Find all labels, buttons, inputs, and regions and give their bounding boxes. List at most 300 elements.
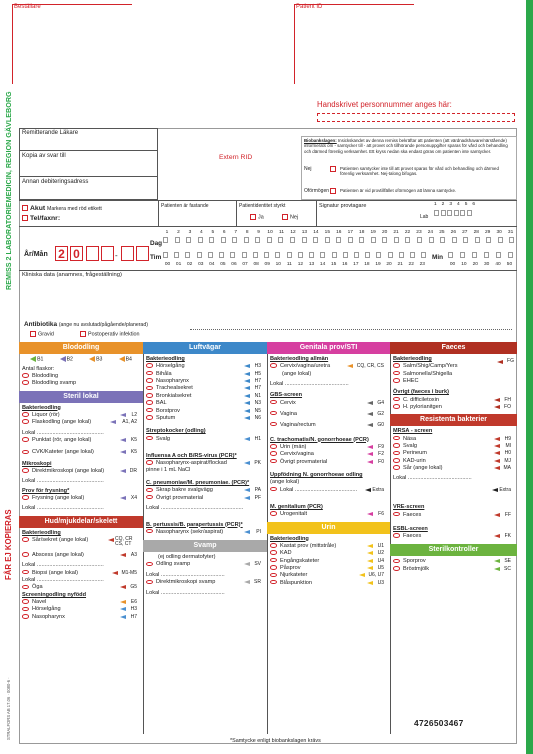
day-number: 3: [188, 230, 192, 235]
day-number: 26: [450, 230, 456, 235]
day-number: 27: [462, 230, 468, 235]
minute-number: 00: [449, 262, 456, 267]
svamp-note: (ej odling dermatofyter): [158, 554, 216, 561]
day-number: 13: [301, 230, 308, 235]
day-cell[interactable]: [371, 237, 376, 243]
hour-cell[interactable]: [264, 252, 269, 258]
screening-nyfodd-heading: Screeningodling nyfödd: [22, 591, 87, 598]
luft-item-option[interactable]: Nasopharynx H7: [146, 378, 264, 385]
steril-lokal-3[interactable]: Lokal ...........................................: [22, 505, 104, 512]
c-difficile-option[interactable]: C. difficiletoxin FH: [393, 397, 514, 404]
column-3: [267, 342, 390, 587]
lab-number: 2: [441, 202, 445, 207]
hour-number: 08: [253, 262, 259, 267]
day-cell[interactable]: [486, 237, 491, 243]
biobank-oformogen-label: Oförmögen: [304, 188, 330, 194]
hour-number: 13: [308, 262, 315, 267]
day-cells[interactable]: [163, 237, 515, 243]
mrsa-item-option[interactable]: Näsa H9: [393, 436, 514, 443]
right-color-strip: [526, 0, 533, 754]
hour-cell[interactable]: [410, 252, 415, 258]
hour-cell[interactable]: [253, 252, 258, 258]
day-cell[interactable]: [209, 237, 214, 243]
hour-number: 02: [186, 262, 193, 267]
luft-item-option[interactable]: Hörselgång H3: [146, 363, 264, 370]
day-cell[interactable]: [475, 237, 480, 243]
signatur-label: Signatur provtagare: [319, 203, 367, 209]
day-number: 10: [267, 230, 273, 235]
patient-id-label: Patient ID: [296, 4, 323, 10]
lab-numbers: [434, 202, 475, 216]
kliniska-input[interactable]: [22, 280, 512, 318]
hud-lokal-2[interactable]: Lokal ...........................................: [22, 577, 104, 584]
luft-item-option[interactable]: Bihåla H5: [146, 371, 264, 378]
remitterande-input[interactable]: [22, 140, 156, 149]
flaskodling-option[interactable]: Flaskodling (ange lokal) A1, A2: [22, 419, 140, 426]
day-number: 8: [245, 230, 249, 235]
hour-number: 01: [175, 262, 182, 267]
hour-number: 00: [164, 262, 171, 267]
svamp-lokal-1[interactable]: Lokal .........................................: [146, 571, 225, 578]
month-box-2[interactable]: [136, 246, 149, 261]
gonorre-lokal-option[interactable]: Lokal ........................................ Extra: [270, 487, 387, 494]
mgenitalium-heading: M. genitalium (PCR): [270, 503, 323, 510]
mrsa-extra[interactable]: Extra: [393, 487, 514, 494]
bottle-b1: B1: [30, 356, 43, 364]
month-box-1[interactable]: [121, 246, 134, 261]
biobank-nej-label: Nej: [304, 166, 312, 172]
mrsa-heading: MRSA - screen: [393, 428, 433, 435]
hour-number: 17: [353, 262, 359, 267]
day-number: 24: [427, 230, 434, 235]
luft-item-option[interactable]: Bronkialsekret N1: [146, 393, 264, 400]
day-number: 17: [347, 230, 353, 235]
hud-lokal-1[interactable]: Lokal ...........................................: [22, 562, 104, 569]
hour-cell[interactable]: [376, 252, 381, 258]
gravid-option: Gravid: [30, 331, 54, 337]
fastande-label: Patienten är fastande: [161, 203, 209, 209]
salmonella-shigella-option[interactable]: Salmonella/Shigella: [393, 371, 514, 378]
day-number: 19: [370, 230, 376, 235]
urogenitalt-option[interactable]: Urogenitalt F6: [270, 511, 387, 518]
luft-item-option[interactable]: Borstprov N5: [146, 408, 264, 415]
ovrigt-pneum-option[interactable]: Övrigt provmaterial PF: [146, 495, 264, 502]
hour-cell[interactable]: [242, 252, 247, 258]
frysning-heading: Prov för frysning*: [22, 487, 70, 494]
ovrigt-pcr-option[interactable]: Övrigt provmaterial F0: [270, 459, 387, 466]
akut-checkbox[interactable]: [22, 205, 28, 211]
gbs-vagina-rectum-option[interactable]: Vagina/rectum G0: [270, 422, 387, 433]
luft-item-option[interactable]: Trachealsekret H7: [146, 385, 264, 392]
ovrigt-faeces-heading: Övrigt (faeces i burk): [393, 389, 449, 396]
dag-label: Dag: [150, 240, 163, 247]
minute-number: 20: [472, 262, 478, 267]
pneumoniae-heading: C. pneumoniae/M. pneumoniae. (PCR)*: [146, 480, 250, 487]
hour-cells[interactable]: [163, 252, 427, 258]
faeces-bakt-heading: Bakterieodling: [393, 356, 432, 362]
frysning-option[interactable]: Frysning (ange lokal) X4: [22, 495, 140, 502]
mrsa-item-option[interactable]: Svalg MI: [393, 443, 514, 450]
day-cell[interactable]: [221, 237, 226, 243]
day-cell[interactable]: [348, 237, 353, 243]
brostmjolk-option[interactable]: Bröstmjölk SC: [393, 566, 514, 573]
annan-label: Annan debiteringsadress: [22, 179, 89, 185]
kopia-input[interactable]: [22, 162, 156, 174]
hour-cell[interactable]: [320, 252, 325, 258]
ehec-option[interactable]: EHEC: [393, 378, 514, 385]
hour-number: 19: [375, 262, 381, 267]
luft-item-option[interactable]: BAL N3: [146, 400, 264, 407]
hour-cell[interactable]: [174, 252, 179, 258]
day-number: 30: [496, 230, 502, 235]
lab-cell[interactable]: [460, 210, 465, 216]
day-number: 7: [234, 230, 238, 235]
annan-input[interactable]: [22, 186, 156, 198]
postop-checkbox[interactable]: [80, 331, 86, 337]
akut-row: Akut Markera med röd etikett: [22, 205, 102, 212]
day-cell[interactable]: [325, 237, 330, 243]
biobank-oformogen-checkbox[interactable]: [330, 188, 336, 194]
tel-checkbox[interactable]: [22, 215, 28, 221]
hour-number: 09: [264, 262, 270, 267]
day-cell[interactable]: [267, 237, 272, 243]
luft-item-option[interactable]: Sputum N6: [146, 415, 264, 422]
minute-cell[interactable]: [508, 252, 513, 258]
minute-number: 50: [506, 262, 513, 267]
identitet-ja-checkbox[interactable]: [250, 214, 256, 220]
minute-cells[interactable]: [448, 252, 514, 258]
day-cell[interactable]: [290, 237, 295, 243]
biobank-text: Biobankslagen: Insickskandet av denna remiss bekräftar att patienten (att värdnadshavare/närstående) informerats om - samtycker till - att provet och tillhörande personuppgifter sparas för vård och behandling och därmed förenlig verksamhet. Ett kryss nedan ska endast göras om patienten inte samtycker.: [304, 138, 508, 154]
day-cell[interactable]: [417, 237, 422, 243]
side-remiss-title: REMISS 2 LABORATORIEMEDICIN, REGION GÄVLEBORG: [4, 91, 13, 290]
antal-flaskor-label: Antal flaskor:: [22, 365, 55, 372]
column-1: [19, 342, 143, 621]
day-cell[interactable]: [394, 237, 399, 243]
lab-cell[interactable]: [454, 210, 459, 216]
hour-cell[interactable]: [298, 252, 303, 258]
navel-option[interactable]: Navel E6: [22, 599, 140, 606]
antibiotika-input[interactable]: [190, 329, 512, 330]
chlamydia-heading: C. trachomatis/N. gonorrhoeae (PCR): [270, 436, 369, 443]
esbl-faeces-option[interactable]: Faeces FK: [393, 533, 514, 540]
day-cell[interactable]: [244, 237, 249, 243]
hour-cell[interactable]: [208, 252, 213, 258]
hour-cell[interactable]: [230, 252, 235, 258]
handwritten-personnummer-field[interactable]: [317, 113, 515, 122]
h-pylori-option[interactable]: H. pylorianitgen FO: [393, 404, 514, 411]
hud-header: Hud/mjukdelar/skelett: [19, 516, 143, 528]
svalg-strep-option[interactable]: Svalg H1: [146, 436, 264, 443]
direkt-svamp-option[interactable]: Direktmikroskopi svamp SR: [146, 579, 264, 586]
minute-cell[interactable]: [484, 252, 489, 258]
faeces-header: Faeces: [390, 342, 517, 354]
urin-item-option[interactable]: Kastat prov (mittstråle) U1: [270, 543, 387, 550]
cervix-ange-lokal: (ange lokal): [282, 370, 312, 377]
sar-sekret-option[interactable]: Sår/sekret (ange lokal) CQ, CR CS, CT: [22, 537, 140, 547]
day-number: 29: [485, 230, 491, 235]
sporprov-option[interactable]: Sporprov SE: [393, 558, 514, 565]
blododling-svamp-option[interactable]: Blododling svamp: [22, 380, 140, 387]
lab-number: 4: [457, 202, 460, 207]
minute-cell[interactable]: [448, 252, 453, 258]
urin-man-option[interactable]: Urin (män) F9: [270, 444, 387, 451]
mrsa-lokal[interactable]: Lokal .........................................: [393, 474, 472, 481]
hour-number: 21: [397, 262, 403, 267]
identitet-label: Patientidentitet styrkt: [239, 203, 286, 209]
minute-cell[interactable]: [472, 252, 477, 258]
urin-item-option[interactable]: Påsprov U5: [270, 565, 387, 572]
year-box-3[interactable]: [86, 246, 99, 261]
day-cell[interactable]: [498, 237, 503, 243]
handwritten-label: Handskrivet personnummer anges här:: [317, 100, 452, 109]
cervix-vagina-pcr-option[interactable]: Cervix/vagina F2: [270, 451, 387, 458]
gbs-heading: GBS-screen: [270, 392, 303, 399]
day-cell[interactable]: [429, 237, 434, 243]
faeces-fg-code: FG: [507, 358, 514, 364]
day-number: 18: [359, 230, 365, 235]
hour-cell[interactable]: [219, 252, 224, 258]
luftvagar-header: Luftvägar: [143, 342, 267, 354]
horselgang-nyfodd-option[interactable]: Hörselgång H3: [22, 606, 140, 613]
hour-number: 20: [386, 262, 392, 267]
influensa-heading: Influensa A och B/RS-virus (PCR)*: [146, 452, 237, 459]
hour-number: 16: [342, 262, 348, 267]
gbs-vagina-option[interactable]: Vagina G2: [270, 411, 387, 422]
hour-cell[interactable]: [287, 252, 292, 258]
side-printer-mark: STRALFORS AB 17.06 · 0080-6 ·: [6, 677, 11, 740]
day-cell[interactable]: [163, 237, 168, 243]
steril-header: Steril lokal: [19, 391, 143, 403]
nasopharynx-aspirat-option[interactable]: Nasopharynx-aspirat/flockad pinne i 1 mL NaCl PK: [146, 460, 261, 474]
postop-option: Postoperativ infektion: [80, 331, 140, 337]
biobank-nej-text: Patienten samtycker inte till att provet sparas för vård och behandling och därmed förenlig verksamhet. Nej-talong bifogas.: [340, 166, 499, 177]
pertussis-option[interactable]: Nasopharynx (sekr/aspirat) PI: [146, 529, 264, 536]
hour-number: 18: [364, 262, 370, 267]
odling-svamp-option[interactable]: Odling svamp SV: [146, 561, 264, 568]
hour-number: 23: [419, 262, 425, 267]
day-cell[interactable]: [440, 237, 445, 243]
hour-numbers: [163, 262, 427, 267]
day-cell[interactable]: [382, 237, 387, 243]
hour-cell[interactable]: [365, 252, 370, 258]
day-number: 16: [336, 230, 342, 235]
minute-cell[interactable]: [460, 252, 465, 258]
kliniska-label: Kliniska data (anamnes, frågeställning): [22, 272, 122, 278]
day-cell[interactable]: [336, 237, 341, 243]
urin-item-option[interactable]: Blåspunktion U3: [270, 580, 387, 587]
vre-faeces-option[interactable]: Faeces FF: [393, 512, 514, 519]
side-copy-warning: FÅR EJ KOPIERAS: [4, 509, 13, 580]
minute-number: 40: [495, 262, 501, 267]
column-2: [143, 342, 267, 597]
urin-item-option[interactable]: KAD U2: [270, 550, 387, 557]
biobank-nej-checkbox[interactable]: [330, 166, 336, 172]
hour-cell[interactable]: [309, 252, 314, 258]
footer-note: *Samtycke enligt biobankslagen krävs: [230, 738, 321, 744]
svamp-lokal-2[interactable]: Lokal .........................................: [146, 589, 225, 596]
salm-shig-camp-option[interactable]: Salm/Shig/Camp/Yers: [393, 363, 514, 370]
day-number: 23: [416, 230, 422, 235]
day-cell[interactable]: [359, 237, 364, 243]
tel-row: Tel/faxnr:: [22, 215, 60, 222]
hour-number: 04: [209, 262, 215, 267]
biobank-oformogen-text: Patienten är vid provtillfället oförmögen att lämna samtycke.: [340, 188, 457, 193]
day-cell[interactable]: [232, 237, 237, 243]
biopsi-option[interactable]: Biopsi (ange lokal) M1-M5: [22, 570, 140, 577]
uppfodning-heading: Uppfödning N. gonorrhoeae odling: [270, 471, 363, 478]
remitterande-label: Remitterande Läkare: [22, 130, 79, 136]
hour-cell[interactable]: [185, 252, 190, 258]
hour-cell[interactable]: [275, 252, 280, 258]
barcode-number: 4726503467: [414, 718, 464, 728]
svamp-header: Svamp: [143, 540, 267, 552]
year-box-4[interactable]: [101, 246, 114, 261]
hour-number: 06: [231, 262, 237, 267]
lab-number: 1: [434, 202, 437, 207]
bottle-b4: B4: [119, 356, 132, 364]
punktat-option[interactable]: Punktat (rör, ange lokal) K5: [22, 437, 140, 444]
cvk-option[interactable]: CVK/Kateter (ange lokal) K5: [22, 449, 140, 456]
steril-bakt-heading: Bakterieodling: [22, 404, 61, 411]
day-cell[interactable]: [302, 237, 307, 243]
blododling-header: Blododling: [19, 342, 143, 354]
signatur-input[interactable]: [319, 210, 409, 224]
kopia-label: Kopia av svar till: [22, 153, 66, 159]
cervix-uretra-option[interactable]: Cervix/vagina/uretra CQ, CR, CS: [270, 363, 387, 370]
lab-cell[interactable]: [434, 210, 439, 216]
mrsa-item-option[interactable]: KAD-urin MJ: [393, 458, 514, 465]
pertussis-heading: B. pertussis/B. parapertussis (PCR)*: [146, 521, 243, 528]
year-box-1[interactable]: 2: [55, 246, 68, 261]
hour-cell[interactable]: [163, 252, 168, 258]
hour-cell[interactable]: [332, 252, 337, 258]
urin-item-option[interactable]: Engångskateter U4: [270, 558, 387, 565]
direktmikroskopi-option[interactable]: Direktmikroskopi (ange lokal) DR: [22, 468, 140, 475]
day-number: 21: [393, 230, 399, 235]
lab-cell[interactable]: [441, 210, 446, 216]
day-numbers: [163, 230, 515, 235]
urin-item-option[interactable]: Njurkateter U6, U7: [270, 572, 387, 579]
lab-label: Lab: [420, 214, 429, 220]
tim-label: Tim: [150, 254, 162, 261]
day-cell[interactable]: [186, 237, 191, 243]
skrap-svalg-option[interactable]: Skrap bakre svalgvägg PA: [146, 487, 264, 494]
mrsa-item-option[interactable]: Sår (ange lokal) MA: [393, 465, 514, 472]
minute-number: 30: [484, 262, 490, 267]
mrsa-item-option[interactable]: Perineum H0: [393, 450, 514, 457]
day-cell[interactable]: [313, 237, 318, 243]
sterilkontroller-header: Sterilkontroller: [390, 544, 517, 556]
day-cell[interactable]: [452, 237, 457, 243]
hour-number: 10: [275, 262, 281, 267]
day-number: 4: [200, 230, 203, 235]
urin-bakt-heading: Bakterieodling: [270, 535, 309, 542]
hour-number: 07: [242, 262, 248, 267]
day-number: 9: [257, 230, 260, 235]
hour-cell[interactable]: [421, 252, 426, 258]
bestallare-bracket: [12, 4, 13, 84]
hour-number: 11: [286, 262, 292, 267]
luft-lokal[interactable]: Lokal .....................................................: [146, 505, 244, 512]
day-number: 2: [177, 230, 180, 235]
liquor-option[interactable]: Liquor (rör) L2: [22, 412, 140, 419]
identitet-ja: Ja: [250, 214, 264, 220]
lab-cell[interactable]: [467, 210, 472, 216]
lab-number: 5: [464, 202, 468, 207]
genitala-header: Genitala prov/STI: [267, 342, 390, 354]
steril-lokal-1[interactable]: Lokal ...........................................: [22, 429, 104, 436]
day-cell[interactable]: [175, 237, 180, 243]
day-number: 22: [404, 230, 411, 235]
hud-bakt-heading: Bakterieodling: [22, 529, 61, 536]
hour-number: 14: [319, 262, 326, 267]
hour-cell[interactable]: [197, 252, 202, 258]
lab-number: 6: [472, 202, 476, 207]
day-cell[interactable]: [463, 237, 468, 243]
bottle-b2: B2: [60, 356, 73, 364]
esbl-heading: ESBL-screen: [393, 525, 428, 532]
genital-lokal-1[interactable]: Lokal .........................................: [270, 380, 349, 387]
day-number: 11: [279, 230, 285, 235]
day-cell[interactable]: [405, 237, 410, 243]
minute-cell[interactable]: [496, 252, 501, 258]
mikroskopi-heading: Mikroskopi: [22, 460, 52, 467]
nasopharynx-nyfodd-option[interactable]: Nasopharynx H7: [22, 614, 140, 621]
genital-bakt-heading: Bakterieodling allmän: [270, 356, 329, 362]
steril-lokal-2[interactable]: Lokal ...........................................: [22, 478, 104, 485]
lab-cell[interactable]: [447, 210, 452, 216]
day-cell[interactable]: [255, 237, 260, 243]
antibiotika-row: Antibiotika (ange nu avslutad/pågående/planerad): [24, 321, 148, 328]
day-cell[interactable]: [198, 237, 203, 243]
hour-number: 03: [198, 262, 204, 267]
day-number: 5: [211, 230, 215, 235]
vre-heading: VRE-screen: [393, 504, 425, 511]
day-number: 12: [290, 230, 296, 235]
day-cell[interactable]: [509, 237, 514, 243]
day-number: 1: [165, 230, 169, 235]
extern-rid-label: Extern RID: [219, 154, 253, 161]
year-box-2[interactable]: 0: [70, 246, 83, 261]
identitet-nej-checkbox[interactable]: [282, 214, 288, 220]
oga-option[interactable]: Öga G5: [22, 584, 140, 591]
day-number: 31: [507, 230, 514, 235]
lab-number: 3: [449, 202, 453, 207]
hour-cell[interactable]: [388, 252, 393, 258]
hour-cell[interactable]: [399, 252, 404, 258]
day-cell[interactable]: [278, 237, 283, 243]
minute-numbers: [448, 262, 514, 267]
hour-cell[interactable]: [354, 252, 359, 258]
column-4: [390, 342, 517, 575]
identitet-nej: Nej: [282, 214, 298, 220]
gravid-checkbox[interactable]: [30, 331, 36, 337]
resistenta-header: Resistenta bakterier: [390, 414, 517, 426]
streptokocker-heading: Streptokocker (odling): [146, 428, 206, 435]
ar-man-label: År/Mån: [24, 251, 48, 258]
hour-cell[interactable]: [343, 252, 348, 258]
gbs-cervix-option[interactable]: Cervix G4: [270, 400, 387, 411]
min-label: Min: [432, 254, 444, 261]
uppfodning-note: (ange lokal): [270, 479, 300, 486]
hour-number: 12: [297, 262, 304, 267]
hour-number: 15: [331, 262, 337, 267]
day-number: 20: [381, 230, 388, 235]
blododling-option[interactable]: Blododling: [22, 373, 140, 380]
abscess-option[interactable]: Abscess (ange lokal) A3: [22, 552, 140, 559]
bestallare-label: Beställare: [14, 4, 41, 10]
